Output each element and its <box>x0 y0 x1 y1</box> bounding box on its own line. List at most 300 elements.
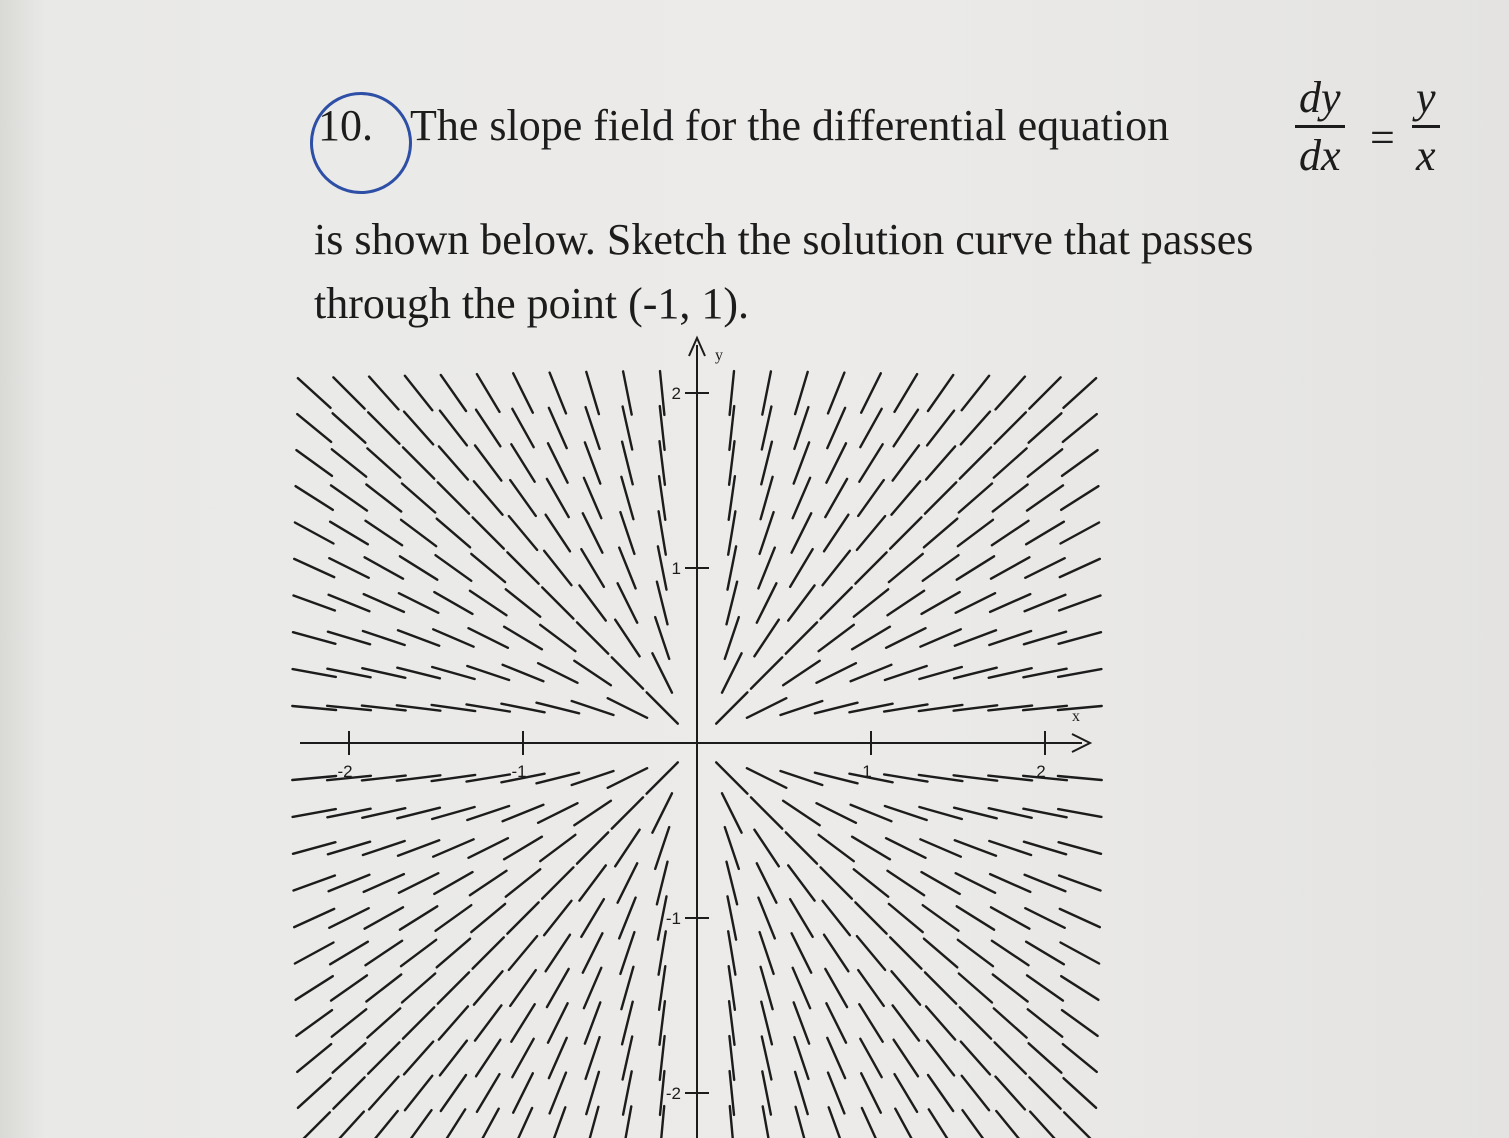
slope-segment <box>294 909 334 927</box>
slope-segment <box>1028 449 1062 476</box>
slope-segment <box>440 411 467 446</box>
slope-segment <box>890 937 921 968</box>
slope-segment <box>1059 842 1101 854</box>
slope-segment <box>888 871 925 895</box>
slope-segment <box>993 975 1028 1002</box>
slope-segment <box>329 908 368 928</box>
slope-segment <box>506 869 540 896</box>
slope-segment <box>504 627 542 650</box>
slope-segment <box>441 375 466 411</box>
slope-segment <box>788 585 814 620</box>
slope-segment <box>925 482 956 513</box>
slope-segment <box>615 830 639 867</box>
slope-segment <box>1060 909 1100 927</box>
slope-segment <box>476 410 500 447</box>
slope-segment <box>550 1073 566 1114</box>
slope-segment <box>296 450 332 476</box>
slope-segment <box>542 867 573 898</box>
slope-segment <box>959 974 992 1003</box>
slope-segment <box>540 835 575 861</box>
slope-segment <box>476 1040 500 1077</box>
slope-segment <box>333 1077 364 1108</box>
question-text-line-1: The slope field for the differential equation <box>410 101 1170 150</box>
slope-segment <box>333 413 366 442</box>
slope-segment <box>855 552 886 583</box>
slope-segment <box>793 478 810 518</box>
slope-segment <box>470 591 507 615</box>
equation-lhs-denominator: dx <box>1299 131 1341 180</box>
slope-segment <box>963 1110 989 1138</box>
slope-segment <box>895 374 918 412</box>
slope-segment <box>331 975 367 1000</box>
x-tick-label: 1 <box>862 762 872 781</box>
slope-segment <box>920 839 960 856</box>
slope-segment <box>585 1002 600 1043</box>
slope-segment <box>792 933 812 972</box>
slope-segment <box>405 376 432 410</box>
slope-segment <box>436 555 472 581</box>
slope-segment <box>895 1109 916 1138</box>
slope-segment <box>298 1078 331 1108</box>
slope-segment <box>788 865 814 900</box>
slope-segment <box>544 901 571 935</box>
slope-segment <box>333 377 364 408</box>
slope-segment <box>1027 975 1063 1000</box>
slope-segment <box>754 830 778 867</box>
slope-segment <box>299 1112 330 1138</box>
slope-segment <box>993 485 1028 512</box>
slope-segment <box>927 1041 954 1076</box>
slope-segment <box>956 593 995 613</box>
slope-segment <box>1064 378 1097 408</box>
slope-segment <box>823 551 850 585</box>
slope-segment <box>757 863 777 902</box>
slope-segment <box>475 445 501 480</box>
slope-segment <box>793 968 810 1008</box>
slope-segment <box>926 1006 955 1039</box>
slope-segment <box>783 661 820 685</box>
slope-segment <box>365 557 403 578</box>
slope-segment <box>925 972 956 1003</box>
slope-segment <box>893 1005 919 1040</box>
slope-segment <box>538 803 577 823</box>
slope-segment <box>959 484 992 513</box>
slope-segment <box>470 871 507 895</box>
slope-segment <box>960 447 991 478</box>
slope-segment <box>549 408 567 448</box>
slope-segment <box>1061 523 1100 544</box>
slope-segment <box>957 906 994 929</box>
slope-segment <box>574 801 611 825</box>
x-axis-label: x <box>1072 708 1080 725</box>
slope-segment <box>821 867 852 898</box>
slope-segment <box>958 940 993 966</box>
slope-segment <box>751 657 782 688</box>
slope-segment <box>990 594 1030 612</box>
slope-segment <box>294 596 335 611</box>
slope-segment <box>817 663 856 683</box>
slope-segment <box>402 484 435 513</box>
slope-segment <box>513 373 533 412</box>
slope-segment <box>295 943 334 964</box>
slope-segment <box>513 1073 533 1112</box>
slope-segment <box>510 480 536 516</box>
slope-segment <box>401 940 436 966</box>
slope-segment <box>296 1010 332 1036</box>
slope-segment <box>962 376 989 410</box>
slope-segment <box>894 410 918 447</box>
slope-segment <box>1026 942 1064 965</box>
slope-segment <box>1029 1077 1060 1108</box>
slope-segment <box>584 968 601 1008</box>
slope-segment <box>895 1074 918 1112</box>
slope-segment <box>1029 1043 1062 1072</box>
slope-segment <box>716 762 747 793</box>
slope-segment <box>796 1107 808 1138</box>
slope-segment <box>400 556 437 579</box>
slope-segment <box>924 519 957 548</box>
slope-segment <box>509 936 537 970</box>
slope-segment <box>857 516 885 550</box>
slope-segment <box>821 587 852 618</box>
slope-segment <box>615 620 639 657</box>
slope-segment <box>762 371 771 414</box>
slope-segment <box>364 874 404 892</box>
slope-segment <box>297 1044 331 1072</box>
slope-segment <box>549 1038 567 1078</box>
slope-segment <box>1061 486 1098 510</box>
slope-segment <box>955 840 996 855</box>
slope-segment <box>546 515 570 552</box>
slope-segment <box>794 442 809 483</box>
slope-segment <box>401 520 436 546</box>
slope-segment <box>926 446 955 479</box>
slope-segment <box>437 939 470 968</box>
slope-segment <box>406 1110 432 1138</box>
slope-segment <box>550 373 566 414</box>
slope-segment <box>956 873 995 893</box>
slope-segment <box>478 1109 499 1138</box>
slope-segment <box>996 1077 1025 1110</box>
slope-segment <box>862 1108 880 1138</box>
slope-segment <box>828 1073 844 1114</box>
slope-segment <box>827 1038 845 1078</box>
slope-segment <box>1059 632 1101 644</box>
slope-segment <box>783 801 820 825</box>
slope-segment <box>294 876 335 891</box>
slope-segment <box>438 482 469 513</box>
slope-segment <box>893 445 919 480</box>
slope-segment <box>1030 1112 1060 1138</box>
slope-segment <box>330 942 368 965</box>
slope-segment <box>1029 413 1062 442</box>
slope-segment <box>473 937 504 968</box>
slope-segment <box>547 969 569 1007</box>
slope-segment <box>828 373 844 414</box>
slope-segment <box>329 875 370 891</box>
slope-segment <box>436 905 472 931</box>
slope-segment <box>886 838 925 858</box>
slope-segment <box>994 1008 1027 1037</box>
slope-segment <box>924 939 957 968</box>
x-tick-label: -2 <box>337 762 353 781</box>
slope-segment <box>1025 875 1066 891</box>
slope-segment <box>923 555 959 581</box>
slope-segment <box>477 1074 500 1112</box>
slope-segment <box>860 1039 881 1077</box>
slope-segment <box>366 521 403 545</box>
slope-segment <box>433 839 473 856</box>
slope-segment <box>794 1002 809 1043</box>
slope-segment <box>433 629 473 646</box>
y-tick-label: 1 <box>671 559 681 578</box>
slope-segment <box>1025 595 1066 611</box>
slope-segment <box>577 832 608 863</box>
slope-segment <box>790 899 813 937</box>
slope-segment <box>852 837 890 860</box>
slope-segment <box>824 935 848 972</box>
slope-segment <box>716 692 747 723</box>
slope-segment <box>550 1107 565 1138</box>
slope-segment <box>1026 522 1064 545</box>
slope-segment <box>440 1041 467 1076</box>
slope-segment <box>475 1005 501 1040</box>
slope-segment <box>859 444 882 481</box>
slope-segment <box>1061 943 1100 964</box>
y-axis-label: y <box>715 347 723 364</box>
slope-segment <box>857 936 885 970</box>
slope-segment <box>587 1107 599 1138</box>
slope-segment <box>547 479 569 517</box>
slope-segment <box>1027 485 1063 510</box>
slope-segment <box>855 902 886 933</box>
y-tick-label: -2 <box>665 1084 681 1103</box>
slope-segment <box>298 378 331 408</box>
slope-segment <box>757 583 777 622</box>
slope-segment <box>817 803 856 823</box>
slope-segment <box>612 657 643 688</box>
slope-segment <box>471 554 505 582</box>
slope-segment <box>1028 1009 1062 1036</box>
slope-segment <box>295 523 334 544</box>
slope-segment <box>960 1007 991 1038</box>
question-number-label: 10. <box>318 101 373 150</box>
slope-segment <box>958 520 993 546</box>
slope-segment <box>329 595 370 611</box>
slope-segment <box>512 409 533 447</box>
slope-segment <box>364 594 404 612</box>
slope-segment <box>861 1073 881 1112</box>
slope-segment <box>293 632 335 644</box>
slope-segment <box>548 1003 568 1042</box>
slope-segment <box>332 1009 366 1036</box>
slope-segment <box>366 485 401 512</box>
slope-segment <box>996 1111 1024 1138</box>
slope-segment <box>366 975 401 1002</box>
slope-segment <box>991 557 1029 578</box>
slope-segment <box>469 838 508 858</box>
slope-segment <box>961 1042 990 1075</box>
slope-segment <box>434 592 472 614</box>
equation-lhs-numerator: dy <box>1295 72 1345 128</box>
slope-segment <box>889 554 923 582</box>
slope-segment <box>957 556 994 579</box>
slope-segment <box>618 863 638 902</box>
slope-segment <box>992 521 1029 545</box>
slope-segment <box>827 408 845 448</box>
slope-segment <box>331 485 367 510</box>
slope-segment <box>991 907 1029 928</box>
slope-segment <box>474 971 503 1004</box>
slope-segment <box>922 872 960 894</box>
slope-segment <box>584 478 601 518</box>
question-text-line-2: is shown below. Sketch the solution curve that passes <box>314 215 1254 264</box>
slope-segment <box>647 692 678 723</box>
slope-segment <box>826 1003 846 1042</box>
slope-segment <box>365 907 403 928</box>
slope-segment <box>511 444 534 481</box>
slope-segment <box>824 515 848 552</box>
slope-segment <box>826 443 846 482</box>
slope-segment <box>581 549 604 587</box>
slope-segment <box>367 1008 400 1037</box>
slope-segment <box>994 448 1027 477</box>
equation-rhs-numerator: y <box>1412 72 1440 128</box>
slope-segment <box>1059 596 1100 611</box>
slope-segment <box>995 1042 1026 1073</box>
slope-segment <box>329 558 368 578</box>
slope-segment <box>1063 1044 1097 1072</box>
slope-segment <box>579 585 605 620</box>
slope-segment <box>294 559 334 577</box>
slope-segment <box>402 974 435 1003</box>
slope-segment <box>577 622 608 653</box>
slope-segment <box>507 552 538 583</box>
slope-segment <box>585 442 600 483</box>
slope-segment <box>792 513 812 552</box>
slope-segment <box>920 629 960 646</box>
slope-segment <box>923 905 959 931</box>
slope-segment <box>510 970 536 1006</box>
question-text-line-3: through the point (-1, 1). <box>314 279 750 328</box>
slope-segment <box>574 661 611 685</box>
slope-segment <box>512 1039 533 1077</box>
equation-equals-sign: = <box>1370 113 1395 162</box>
slope-segment <box>886 628 925 648</box>
slope-segment <box>618 583 638 622</box>
slope-segment <box>819 835 854 861</box>
slope-segment <box>854 589 888 616</box>
slope-segment <box>368 1042 399 1073</box>
slope-segment <box>823 901 850 935</box>
slope-segment <box>509 516 537 550</box>
slope-segment <box>296 486 333 510</box>
slope-segment <box>586 372 599 414</box>
slope-segment <box>858 970 884 1006</box>
slope-segment <box>790 549 813 587</box>
slope-segment <box>400 906 437 929</box>
slope-segment <box>405 1076 432 1110</box>
slope-segment <box>1064 1078 1097 1108</box>
slope-segment <box>786 832 817 863</box>
slope-segment <box>894 1040 918 1077</box>
slope-segment <box>990 874 1030 892</box>
slope-segment <box>369 1077 398 1110</box>
slope-segment <box>1029 377 1060 408</box>
slope-segment <box>434 872 472 894</box>
slope-segment <box>852 627 890 650</box>
slope-segment <box>1059 876 1100 891</box>
slope-segment <box>1060 559 1100 577</box>
slope-segment <box>367 448 400 477</box>
y-tick-label: 2 <box>671 384 681 403</box>
slope-segment <box>995 412 1026 443</box>
slope-segment <box>333 1043 366 1072</box>
slope-segment <box>1063 414 1097 442</box>
slope-segment <box>366 941 403 965</box>
slope-segment <box>548 443 568 482</box>
slope-segment <box>1064 1112 1095 1138</box>
x-tick-label: -1 <box>511 762 527 781</box>
slope-segment <box>399 873 438 893</box>
slope-segment <box>403 447 434 478</box>
slope-segment <box>368 412 399 443</box>
slope-segment <box>398 630 439 645</box>
chart-labels <box>337 347 1080 1103</box>
slope-segment <box>297 414 331 442</box>
y-tick-label: -1 <box>665 909 681 928</box>
slope-segment <box>439 446 468 479</box>
slope-segment <box>583 513 603 552</box>
slope-segment <box>795 372 808 414</box>
slope-segment <box>330 522 368 545</box>
slope-segment <box>504 837 542 860</box>
slope-segment <box>962 1076 989 1110</box>
slope-segment <box>507 902 538 933</box>
slope-segment <box>892 971 921 1004</box>
slope-segment <box>581 899 604 937</box>
slope-segment <box>399 593 438 613</box>
slope-segment <box>861 373 881 412</box>
slope-segment <box>819 625 854 651</box>
slope-segment <box>506 589 540 616</box>
slope-segment <box>332 449 366 476</box>
slope-segment <box>854 869 888 896</box>
slope-segment <box>293 842 335 854</box>
slope-segment <box>369 377 398 410</box>
slope-segment <box>892 481 921 514</box>
slope-segment <box>1061 976 1098 1000</box>
slope-segment <box>961 412 990 445</box>
slope-segment <box>474 481 503 514</box>
slope-segment <box>370 1111 398 1138</box>
slope-segment <box>922 592 960 614</box>
slope-segment <box>579 865 605 900</box>
slope-segment <box>927 411 954 446</box>
slope-segment <box>438 972 469 1003</box>
slope-segment <box>334 1112 364 1138</box>
slope-segment <box>754 620 778 657</box>
slope-segment <box>829 1107 844 1138</box>
slope-segment <box>511 1004 534 1041</box>
slope-segment <box>403 1007 434 1038</box>
slope-segment <box>928 375 953 411</box>
slope-segment <box>398 840 439 855</box>
slope-segment <box>471 904 505 932</box>
slope-segment <box>825 479 847 517</box>
slope-segment <box>441 1075 466 1111</box>
slope-segment <box>858 480 884 516</box>
